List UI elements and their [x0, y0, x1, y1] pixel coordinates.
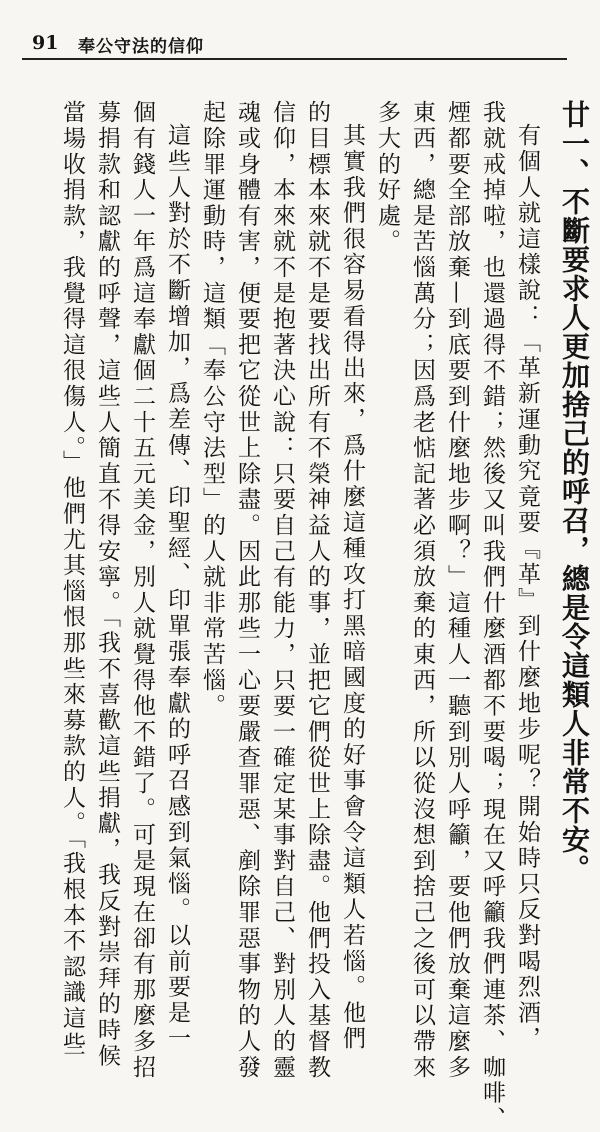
text-column-11: 這些人對於不斷增加，爲差傳、印聖經、印單張奉獻的呼召感到氣惱。以前要是一 — [164, 123, 190, 1052]
text-column-10: 起除罪運動時，這類「奉公守法型」的人就非常苦惱。 — [199, 100, 225, 720]
text-column-8: 信仰，本來就不是抱著決心說：只要自己有能力，只要一確定某事對自己、對別人的靈 — [269, 100, 295, 1081]
page-number: 91 — [32, 32, 59, 54]
text-column-4: 東西，總是苦惱萬分；因爲老惦記著必須放棄的東西，所以從沒想到捨己之後可以帶來 — [409, 100, 435, 1081]
text-column-9: 魂或身體有害，便要把它從世上除盡。因此那些一心要嚴查罪惡、剷除罪惡事物的人發 — [234, 100, 260, 1081]
text-column-5: 多大的好處。 — [374, 100, 400, 255]
text-column-13: 募捐款和認獻的呼聲，這些人簡直不得安寧。「我不喜歡這些捐獻，我反對崇拜的時候 — [94, 100, 120, 1069]
text-column-3: 煙都要全部放棄—到底要到什麼地步啊？」這種人一聽到別人呼籲，要他們放棄這麼多 — [444, 100, 470, 1081]
book-title: 奉公守法的信仰 — [78, 37, 204, 57]
text-column-1: 有個人就這樣說：「革新運動究竟要『革』到什麼地步呢？開始時只反對喝烈酒， — [514, 123, 540, 1052]
section-heading: 廿一、不斷要求人更加捨己的呼召，總是令這類人非常不安。 — [558, 100, 591, 883]
vertical-text-body — [40, 100, 591, 1132]
text-column-14: 當場收捐款，我覺得這很傷人。」他們尤其惱恨那些來募款的人。「我根本不認識這些 — [59, 100, 85, 1058]
text-column-12: 個有錢人一年爲這奉獻個二十五元美金，別人就覺得他不錯了。可是現在卻有那麼多招 — [129, 100, 155, 1081]
page-header — [22, 30, 567, 60]
text-column-2: 我就戒掉啦，也還過得不錯；然後又叫我們什麼酒都不要喝；現在又呼籲我們連茶、咖啡、 — [479, 100, 505, 1132]
text-column-6: 其實我們很容易看得出來，爲什麼這種攻打黑暗國度的好事會令這類人若惱。他們 — [339, 123, 365, 1052]
text-column-7: 的目標本來就不是要找出所有不榮神益人的事，並把它們從世上除盡。他們投入基督教 — [304, 100, 330, 1081]
